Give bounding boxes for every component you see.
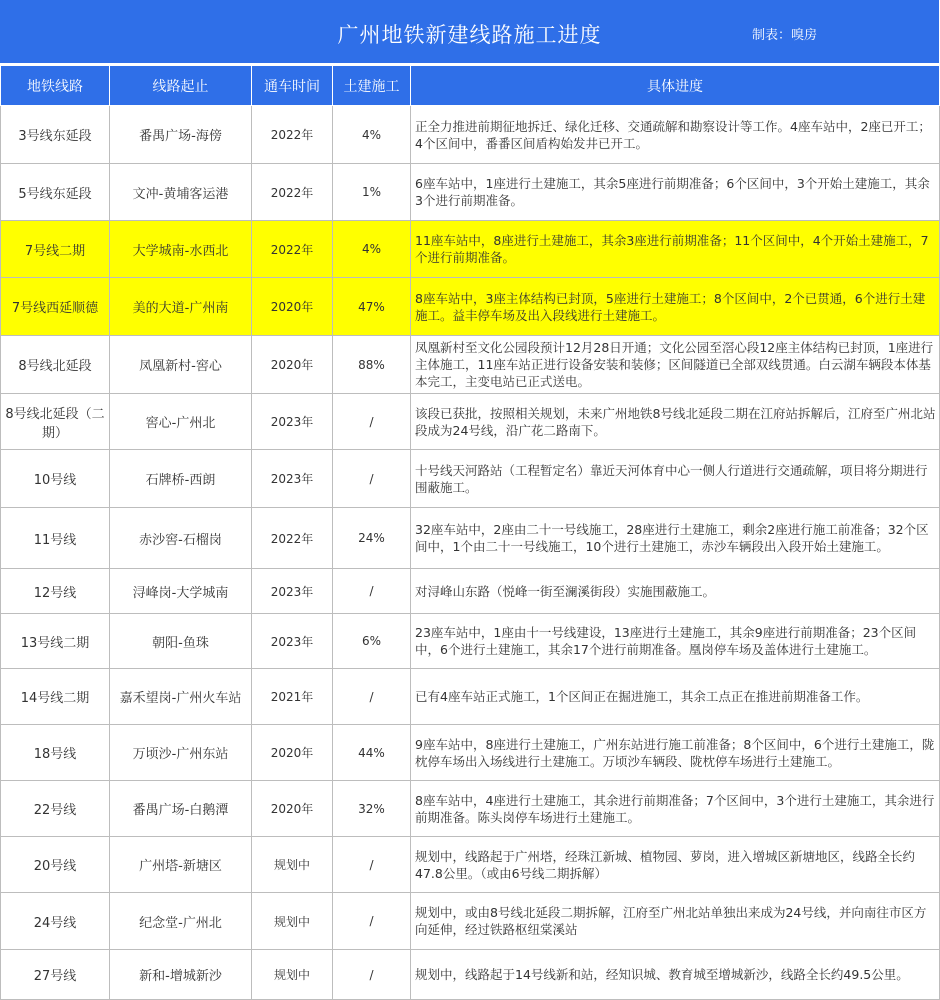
cell-open-time: 2023年 <box>252 614 333 669</box>
cell-civil-progress: / <box>333 569 411 614</box>
cell-line: 20号线 <box>1 837 110 893</box>
column-header-route: 线路起止 <box>110 66 252 106</box>
cell-line: 18号线 <box>1 725 110 781</box>
cell-route: 朝阳-鱼珠 <box>110 614 252 669</box>
cell-detail: 该段已获批，按照相关规划，未来广州地铁8号线北延段二期在江府站拆解后，江府至广州北站段成为24号线，沿广花二路南下。 <box>411 394 940 450</box>
cell-open-time: 2020年 <box>252 781 333 837</box>
cell-route: 浔峰岗-大学城南 <box>110 569 252 614</box>
cell-route: 美的大道-广州南 <box>110 278 252 336</box>
cell-line: 11号线 <box>1 508 110 569</box>
cell-line: 10号线 <box>1 450 110 508</box>
cell-detail: 正全力推进前期征地拆迁、绿化迁移、交通疏解和勘察设计等工作。4座车站中，2座已开工；4个区间中，番番区间盾构始发井已开工。 <box>411 106 940 164</box>
cell-detail: 凤凰新村至文化公园段预计12月28日开通；文化公园至滘心段12座主体结构已封顶，1座进行主体施工，11座车站正进行设备安装和装修；区间隧道已全部双线贯通。白云湖车辆段本体基本完工，主变电站已正式送电。 <box>411 336 940 394</box>
table-row <box>1 614 940 669</box>
cell-route: 番禺广场-海傍 <box>110 106 252 164</box>
table-row <box>1 508 940 569</box>
table-row <box>1 221 940 278</box>
cell-open-time: 2023年 <box>252 394 333 450</box>
table-row <box>1 336 940 394</box>
cell-route: 新和-增城新沙 <box>110 950 252 1000</box>
cell-line: 3号线东延段 <box>1 106 110 164</box>
cell-route: 凤凰新村-窖心 <box>110 336 252 394</box>
cell-civil-progress: 32% <box>333 781 411 837</box>
table-row <box>1 569 940 614</box>
cell-line: 7号线二期 <box>1 221 110 278</box>
cell-line: 13号线二期 <box>1 614 110 669</box>
cell-civil-progress: 4% <box>333 221 411 278</box>
table-header-row <box>1 66 940 106</box>
table-body <box>1 106 940 1000</box>
cell-route: 纪念堂-广州北 <box>110 893 252 950</box>
cell-line: 5号线东延段 <box>1 164 110 221</box>
table-row <box>1 837 940 893</box>
cell-open-time: 2020年 <box>252 278 333 336</box>
table-row <box>1 450 940 508</box>
cell-civil-progress: 6% <box>333 614 411 669</box>
cell-detail: 11座车站中，8座进行土建施工，其余3座进行前期准备；11个区间中，4个开始土建施工，7个进行前期准备。 <box>411 221 940 278</box>
cell-route: 石牌桥-西朗 <box>110 450 252 508</box>
cell-civil-progress: / <box>333 893 411 950</box>
cell-route: 赤沙窖-石榴岗 <box>110 508 252 569</box>
cell-civil-progress: 88% <box>333 336 411 394</box>
page-title: 广州地铁新建线路施工进度 <box>337 23 602 47</box>
cell-detail: 十号线天河路站（工程暂定名）靠近天河体育中心一侧人行道进行交通疏解，项目将分期进行围蔽施工。 <box>411 450 940 508</box>
cell-open-time: 2021年 <box>252 669 333 725</box>
cell-line: 14号线二期 <box>1 669 110 725</box>
cell-line: 8号线北延段 <box>1 336 110 394</box>
cell-open-time: 规划中 <box>252 837 333 893</box>
table-row <box>1 893 940 950</box>
cell-detail: 规划中，线路起于广州塔，经珠江新城、植物园、萝岗，进入增城区新塘地区，线路全长约47.8公里。（或由6号线二期拆解） <box>411 837 940 893</box>
cell-route: 广州塔-新塘区 <box>110 837 252 893</box>
cell-civil-progress: / <box>333 950 411 1000</box>
cell-detail: 23座车站中，1座由十一号线建设，13座进行土建施工，其余9座进行前期准备；23个区间中，6个进行土建施工，其余17个进行前期准备。凰岗停车场及盖体进行土建施工。 <box>411 614 940 669</box>
cell-open-time: 2023年 <box>252 450 333 508</box>
cell-detail: 规划中，线路起于14号线新和站，经知识城、教育城至增城新沙，线路全长约49.5公里。 <box>411 950 940 1000</box>
column-header-civil-work: 土建施工 <box>333 66 411 106</box>
table-row <box>1 950 940 1000</box>
cell-line: 12号线 <box>1 569 110 614</box>
cell-civil-progress: 44% <box>333 725 411 781</box>
table-row <box>1 394 940 450</box>
cell-detail: 9座车站中，8座进行土建施工，广州东站进行施工前准备；8个区间中，6个进行土建施工，陇枕停车场出入场线进行土建施工。万顷沙车辆段、陇枕停车场进行土建施工。 <box>411 725 940 781</box>
cell-line: 8号线北延段（二期） <box>1 394 110 450</box>
table-row <box>1 106 940 164</box>
cell-open-time: 2020年 <box>252 725 333 781</box>
cell-detail: 规划中，或由8号线北延段二期拆解，江府至广州北站单独出来成为24号线，并向南往市区方向延伸，经过铁路枢纽棠溪站 <box>411 893 940 950</box>
cell-civil-progress: 1% <box>333 164 411 221</box>
cell-route: 番禺广场-白鹅潭 <box>110 781 252 837</box>
cell-line: 7号线西延顺德 <box>1 278 110 336</box>
cell-line: 24号线 <box>1 893 110 950</box>
cell-open-time: 2022年 <box>252 106 333 164</box>
title-bar <box>0 0 939 65</box>
cell-open-time: 2020年 <box>252 336 333 394</box>
cell-civil-progress: 47% <box>333 278 411 336</box>
table-row <box>1 781 940 837</box>
cell-detail: 8座车站中，3座主体结构已封顶，5座进行土建施工；8个区间中，2个已贯通，6个进行土建施工。益丰停车场及出入段线进行土建施工。 <box>411 278 940 336</box>
cell-civil-progress: / <box>333 450 411 508</box>
cell-route: 窖心-广州北 <box>110 394 252 450</box>
column-header-detail: 具体进度 <box>411 66 940 106</box>
cell-detail: 8座车站中，4座进行土建施工，其余进行前期准备；7个区间中，3个进行土建施工，其余进行前期准备。陈头岗停车场进行土建施工。 <box>411 781 940 837</box>
cell-civil-progress: / <box>333 394 411 450</box>
progress-table <box>0 65 940 1000</box>
cell-open-time: 2022年 <box>252 508 333 569</box>
cell-route: 大学城南-水西北 <box>110 221 252 278</box>
cell-open-time: 规划中 <box>252 893 333 950</box>
cell-detail: 6座车站中，1座进行土建施工，其余5座进行前期准备；6个区间中，3个开始土建施工，其余3个进行前期准备。 <box>411 164 940 221</box>
cell-detail: 32座车站中，2座由二十一号线施工，28座进行土建施工，剩余2座进行施工前准备；32个区间中，1个由二十一号线施工，10个进行土建施工，赤沙车辆段出入段开始土建施工。 <box>411 508 940 569</box>
maker-credit: 制表：嗅房 <box>752 28 818 43</box>
cell-civil-progress: / <box>333 669 411 725</box>
table-row <box>1 278 940 336</box>
cell-open-time: 2022年 <box>252 164 333 221</box>
column-header-open-time: 通车时间 <box>252 66 333 106</box>
cell-route: 万顷沙-广州东站 <box>110 725 252 781</box>
cell-detail: 对浔峰山东路（悦峰一街至澜溪街段）实施围蔽施工。 <box>411 569 940 614</box>
cell-detail: 已有4座车站正式施工，1个区间正在掘进施工，其余工点正在推进前期准备工作。 <box>411 669 940 725</box>
cell-civil-progress: / <box>333 837 411 893</box>
cell-civil-progress: 4% <box>333 106 411 164</box>
cell-line: 27号线 <box>1 950 110 1000</box>
table-row <box>1 669 940 725</box>
table-row <box>1 164 940 221</box>
cell-open-time: 2023年 <box>252 569 333 614</box>
column-header-line: 地铁线路 <box>1 66 110 106</box>
cell-open-time: 规划中 <box>252 950 333 1000</box>
cell-open-time: 2022年 <box>252 221 333 278</box>
cell-route: 嘉禾望岗-广州火车站 <box>110 669 252 725</box>
cell-civil-progress: 24% <box>333 508 411 569</box>
cell-line: 22号线 <box>1 781 110 837</box>
cell-route: 文冲-黄埔客运港 <box>110 164 252 221</box>
table-row <box>1 725 940 781</box>
